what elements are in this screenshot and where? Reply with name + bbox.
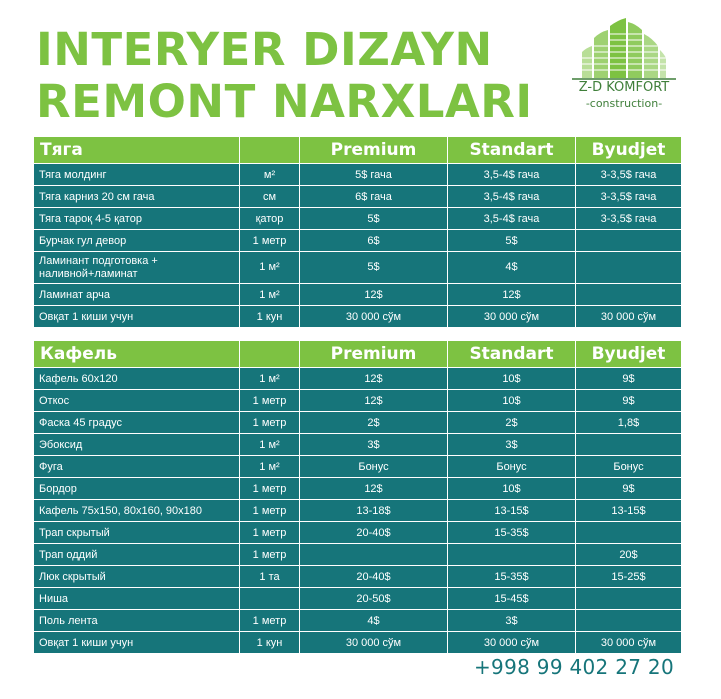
item-unit: қатор [240,208,300,230]
price-standart: 10$ [448,478,576,500]
table-row [34,230,682,252]
item-name: Поль лента [34,610,240,632]
item-unit: 1 м² [240,252,300,284]
price-standart: 3$ [448,610,576,632]
table-header-row [34,137,682,164]
price-standart: 3$ [448,434,576,456]
title-line-2: REMONT NARXLARI [36,75,533,128]
item-unit: 1 метр [240,478,300,500]
price-byudjet: 3-3,5$ гача [576,186,682,208]
header-category: Тяга [34,137,240,164]
item-unit: 1 кун [240,306,300,328]
price-premium: 20-50$ [300,588,448,610]
table-row [34,544,682,566]
price-byudjet: 30 000 сўм [576,632,682,654]
price-byudjet: 30 000 сўм [576,306,682,328]
table-row [34,522,682,544]
table-row [34,208,682,230]
price-standart: 12$ [448,284,576,306]
price-standart: 13-15$ [448,500,576,522]
price-premium: 20-40$ [300,566,448,588]
item-unit: 1 метр [240,544,300,566]
item-name: Овқат 1 киши учун [34,632,240,654]
price-byudjet: 9$ [576,478,682,500]
header-standart: Standart [448,341,576,368]
price-byudjet: 15-25$ [576,566,682,588]
price-byudjet [576,434,682,456]
item-unit: 1 метр [240,500,300,522]
price-premium: 12$ [300,284,448,306]
table-row [34,390,682,412]
price-premium: 20-40$ [300,522,448,544]
item-name: Бурчак гул девор [34,230,240,252]
price-byudjet [576,588,682,610]
header-byudjet: Byudjet [576,137,682,164]
item-name: Овқат 1 киши учун [34,306,240,328]
company-logo [568,16,680,116]
table-row [34,456,682,478]
item-name: Тяга тароқ 4-5 қатор [34,208,240,230]
item-name: Ниша [34,588,240,610]
item-unit [240,588,300,610]
price-premium: 6$ гача [300,186,448,208]
item-unit: см [240,186,300,208]
item-unit: 1 метр [240,412,300,434]
price-premium: 30 000 сўм [300,306,448,328]
table-row [34,610,682,632]
price-premium: 30 000 сўм [300,632,448,654]
table-row [34,186,682,208]
table-row [34,588,682,610]
item-name: Люк скрытый [34,566,240,588]
price-premium: 5$ [300,208,448,230]
item-name: Трап оддий [34,544,240,566]
header-byudjet: Byudjet [576,341,682,368]
item-name: Тяга молдинг [34,164,240,186]
price-standart: 4$ [448,252,576,284]
price-standart: 3,5-4$ гача [448,164,576,186]
price-premium: 2$ [300,412,448,434]
price-standart: 10$ [448,368,576,390]
price-standart: 3,5-4$ гача [448,186,576,208]
price-standart: Бонус [448,456,576,478]
price-byudjet: 20$ [576,544,682,566]
item-name: Тяга карниз 20 см гача [34,186,240,208]
table-row [34,632,682,654]
table-header-row [34,341,682,368]
item-unit: 1 м² [240,284,300,306]
header-standart: Standart [448,137,576,164]
table-row [34,368,682,390]
price-premium: 5$ гача [300,164,448,186]
price-premium: 12$ [300,368,448,390]
price-byudjet: 13-15$ [576,500,682,522]
item-name: Ламинант подготовка + наливной+ламинат [34,252,240,284]
header-premium: Premium [300,341,448,368]
table-row [34,500,682,522]
table-row [34,252,682,284]
item-unit: 1 метр [240,390,300,412]
price-byudjet [576,252,682,284]
price-byudjet: 1,8$ [576,412,682,434]
title-line-1: INTERYER DIZAYN [36,23,493,76]
price-premium: 5$ [300,252,448,284]
phone-number: +998 99 402 27 20 [474,655,674,679]
item-name: Кафель 75х150, 80х160, 90х180 [34,500,240,522]
page-title [36,24,533,128]
price-standart [448,544,576,566]
price-table-kafel [33,340,682,654]
price-byudjet: Бонус [576,456,682,478]
item-name: Откос [34,390,240,412]
price-standart: 30 000 сўм [448,306,576,328]
item-unit: 1 м² [240,456,300,478]
item-unit: 1 кун [240,632,300,654]
header-category: Кафель [34,341,240,368]
item-name: Эбоксид [34,434,240,456]
price-premium: 12$ [300,390,448,412]
item-name: Фуга [34,456,240,478]
logo-brand: Z-D KOMFORT [578,80,670,95]
price-byudjet: 3-3,5$ гача [576,208,682,230]
price-premium [300,544,448,566]
header-premium: Premium [300,137,448,164]
item-unit: 1 метр [240,230,300,252]
price-table-tyaga [33,136,682,328]
price-standart: 2$ [448,412,576,434]
table-row [34,164,682,186]
item-name: Фаска 45 градус [34,412,240,434]
price-byudjet [576,522,682,544]
item-unit: м² [240,164,300,186]
price-premium: 3$ [300,434,448,456]
price-standart: 3,5-4$ гача [448,208,576,230]
price-standart: 5$ [448,230,576,252]
price-premium: 12$ [300,478,448,500]
header-unit [240,137,300,164]
table-row [34,566,682,588]
price-premium: Бонус [300,456,448,478]
price-standart: 15-35$ [448,522,576,544]
item-name: Трап скрытый [34,522,240,544]
price-byudjet: 3-3,5$ гача [576,164,682,186]
price-byudjet [576,284,682,306]
price-premium: 6$ [300,230,448,252]
building-icon [568,16,680,80]
price-byudjet [576,610,682,632]
table-row [34,434,682,456]
price-premium: 4$ [300,610,448,632]
item-unit: 1 та [240,566,300,588]
item-name: Бордор [34,478,240,500]
logo-tagline: -construction- [585,97,663,110]
price-byudjet: 9$ [576,390,682,412]
price-standart: 15-45$ [448,588,576,610]
table-row [34,284,682,306]
header-unit [240,341,300,368]
item-unit: 1 м² [240,368,300,390]
item-name: Ламинат арча [34,284,240,306]
table-row [34,306,682,328]
table-row [34,412,682,434]
price-standart: 10$ [448,390,576,412]
item-name: Кафель 60х120 [34,368,240,390]
item-unit: 1 метр [240,610,300,632]
price-byudjet: 9$ [576,368,682,390]
item-unit: 1 м² [240,434,300,456]
price-byudjet [576,230,682,252]
table-row [34,478,682,500]
price-standart: 15-35$ [448,566,576,588]
price-premium: 13-18$ [300,500,448,522]
item-unit: 1 метр [240,522,300,544]
price-standart: 30 000 сўм [448,632,576,654]
